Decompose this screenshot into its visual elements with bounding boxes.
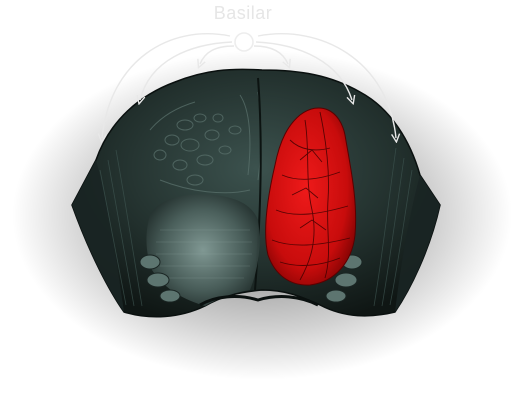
basilar-label: Basilar <box>213 3 273 23</box>
basilar-artery-origin <box>235 33 253 51</box>
